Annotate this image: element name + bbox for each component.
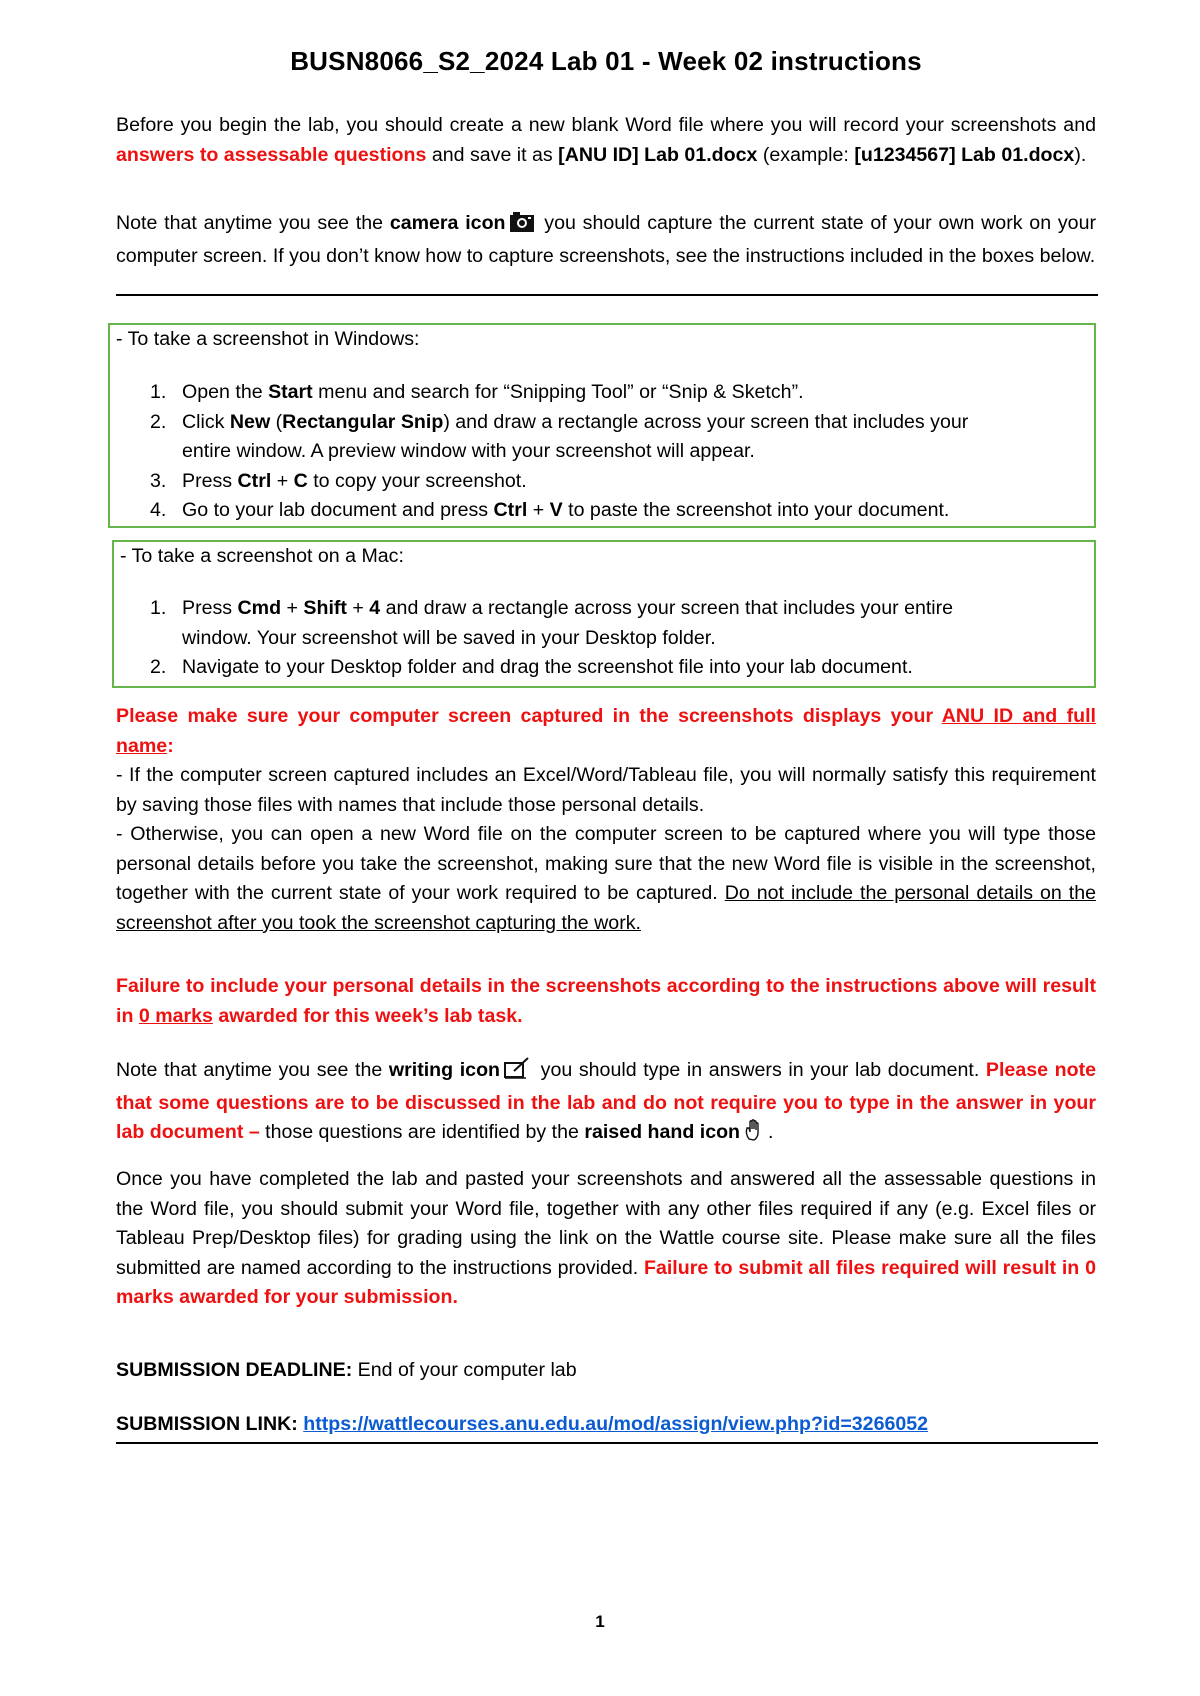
failure-warning: Failure to include your personal details in the screenshots according to the instructions above will result in 0 marks awarded for this week’s lab task. <box>116 975 1096 1027</box>
personal-details-paragraph <box>116 702 1096 938</box>
camera-note-text-2: you should capture the current state of your own work on your computer screen. If you don’t know how to capture screenshots, see the instructions included in the boxes below. <box>116 212 1096 267</box>
divider <box>116 294 1098 296</box>
list-item: 2. Click New (Rectangular Snip) and draw a rectangle across your screen that includes your entire window. A preview window with your screenshot will appear. <box>150 410 969 462</box>
list-item: 3. Press Ctrl + C to copy your screenshot. <box>150 469 527 492</box>
personal-details-line2: - Otherwise, you can open a new Word file on the computer screen to be captured where you will type those personal details before you take the screenshot, making sure that the new Word file is visible in the screenshot, together with the current state of your work required to be captured. Do not include the personal details on the screenshot after you took the screenshot capturing the work. <box>116 823 1097 934</box>
deadline-value: End of your computer lab <box>352 1359 577 1381</box>
camera-note-text: Note that anytime you see the <box>116 212 390 234</box>
camera-note-paragraph <box>116 209 1096 271</box>
writing-note-paragraph: Note that anytime you see the writing icon you should type in answers in your lab document. Please note that some questions are to be discussed in the lab and do not require you to type in the answer in your lab document – those questions are identified by the raised hand icon . <box>116 1056 1096 1151</box>
intro-text-3: (example: <box>757 143 855 166</box>
intro-paragraph <box>116 111 1096 170</box>
list-item: 1. Open the Start menu and search for “Snipping Tool” or “Snip & Sketch”. <box>150 381 804 403</box>
submission-link[interactable]: https://wattlecourses.anu.edu.au/mod/assign/view.php?id=3266052 <box>303 1413 929 1435</box>
windows-box-heading: - To take a screenshot in Windows: <box>116 328 420 350</box>
writing-red-note: Please note that some questions are to be discussed in the lab and do not require you to type in the answer in your lab document – <box>116 1059 1096 1143</box>
filename-format: [ANU ID] Lab 01.docx <box>558 143 758 166</box>
list-item: 2. Navigate to your Desktop folder and drag the screenshot file into your lab document. <box>150 656 913 678</box>
page-number: 1 <box>595 1612 605 1631</box>
submission-red-warning: Failure to submit all files required will result in 0 marks awarded for your submission. <box>116 1256 1096 1308</box>
mac-steps-list <box>110 594 990 683</box>
raised-hand-icon <box>744 1119 764 1151</box>
submission-paragraph: Once you have completed the lab and pasted your screenshots and answered all the assessable questions in the Word file, you should submit your Word file, together with any other files required if any (e.g. Excel files or Tableau Prep/Desktop files) for grading using the link on the Wattle course site. Please make sure all the files submitted are named according to the instructions provided. Failure to submit all files required will result in 0 marks awarded for your submission. <box>116 1168 1096 1308</box>
windows-instructions-box <box>108 323 1096 528</box>
filename-example: [u1234567] Lab 01.docx <box>854 143 1075 166</box>
personal-details-warning: Please make sure your computer screen captured in the screenshots displays your ANU ID and full name: <box>116 705 1096 757</box>
intro-text-4: ). <box>1074 143 1087 166</box>
raised-hand-label: raised hand icon <box>584 1121 741 1143</box>
list-item: 1. Press Cmd + Shift + 4 and draw a rectangle across your screen that includes your entire window. Your screenshot will be saved in your Desktop folder. <box>150 597 954 649</box>
mac-instructions-box <box>112 540 1096 688</box>
intro-text-2: and save it as <box>426 143 559 166</box>
submission-deadline <box>116 1356 1096 1386</box>
writing-icon-label: writing icon <box>388 1059 501 1081</box>
intro-red-text: answers to assessable questions <box>116 143 427 166</box>
personal-details-line1: - If the computer screen captured includes an Excel/Word/Tableau file, you will normally satisfy this requirement by saving those files with names that include those personal details. <box>116 764 1096 816</box>
page-title: BUSN8066_S2_2024 Lab 01 - Week 02 instructions <box>290 46 922 76</box>
camera-icon <box>510 212 534 242</box>
writing-icon <box>504 1057 530 1089</box>
mac-box-heading: - To take a screenshot on a Mac: <box>120 545 404 567</box>
link-label: SUBMISSION LINK: <box>116 1413 298 1435</box>
intro-text: Before you begin the lab, you should create a new blank Word file where you will record your screenshots and <box>116 114 1096 136</box>
windows-steps-list <box>110 378 1010 526</box>
divider-bottom <box>116 1442 1098 1444</box>
camera-icon-label: camera icon <box>389 212 506 234</box>
submission-link-line <box>116 1410 1096 1440</box>
deadline-label: SUBMISSION DEADLINE: <box>116 1359 353 1381</box>
list-item: 4. Go to your lab document and press Ctrl + V to paste the screenshot into your document. <box>150 499 950 521</box>
